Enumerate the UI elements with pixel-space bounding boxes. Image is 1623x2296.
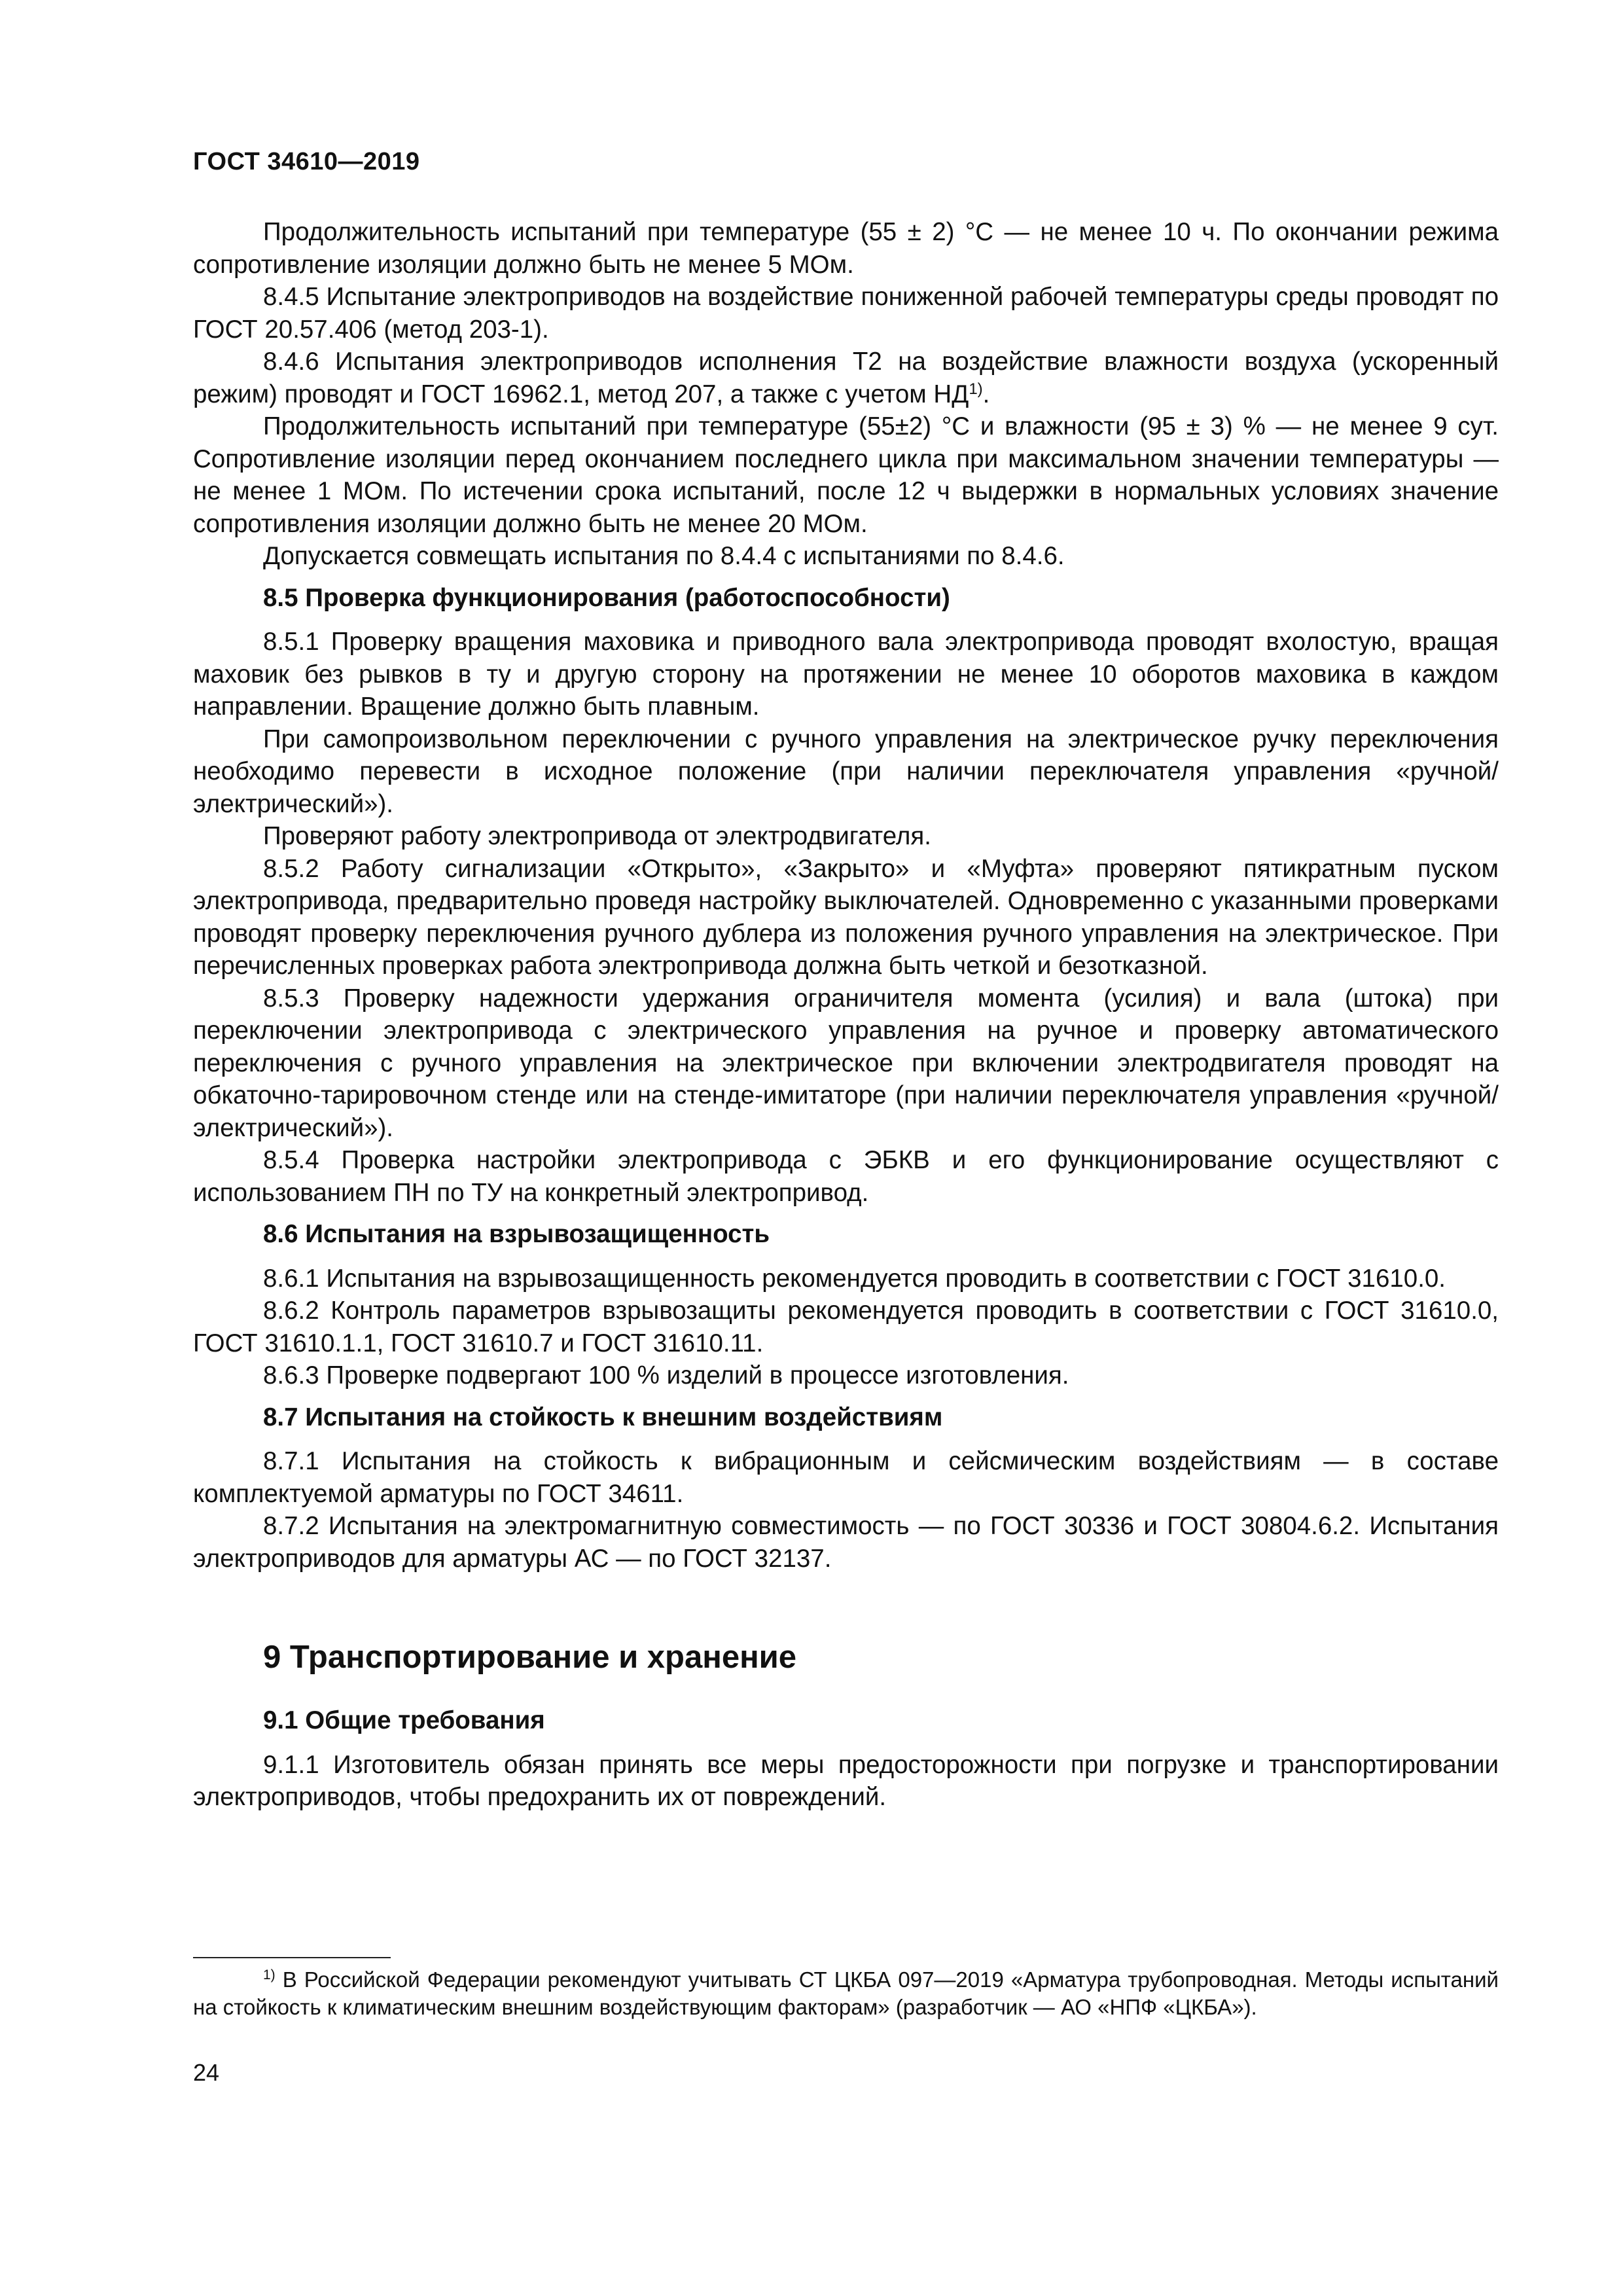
footnote-text xyxy=(193,1966,1499,2021)
section-heading-8-5: 8.5 Проверка функционирования (работоспособности) xyxy=(263,583,950,612)
paragraph: 9.1.1 Изготовитель обязан принять все меры предосторожности при погрузке и транспортировании электроприводов, чтобы предохранить их от повреждений. xyxy=(193,1750,1499,1811)
paragraph: 8.6.2 Контроль параметров взрывозащиты рекомендуется проводить в соответствии с ГОСТ 31610.0, ГОСТ 31610.1.1, ГОСТ 31610.7 и ГОСТ 31610.11. xyxy=(193,1297,1499,1357)
footnote xyxy=(193,1966,1499,2021)
paragraph: 8.7.1 Испытания на стойкость к вибрационным и сейсмическим воздействиям — в составе комплектуемой арматуры по ГОСТ 34611. xyxy=(193,1447,1499,1508)
paragraph: Проверяют работу электропривода от электродвигателя. xyxy=(263,822,931,850)
paragraph: Продолжительность испытаний при температуре (55 ± 2) °С — не менее 10 ч. По окончании режима сопротивление изоляции должно быть не менее 5 МОм. xyxy=(193,218,1499,279)
paragraph: 8.5.2 Работу сигнализации «Открыто», «Закрыто» и «Муфта» проверяют пятикратным пуском электропривода, предварительно проведя настройку выключателей. Одновременно с указанными проверками проводят проверку переключения ручного дублера из положения ручного управления на электрическое. При перечисленных проверках работа электропривода должна быть четкой и безотказной. xyxy=(193,854,1499,980)
footnote-marker: 1) xyxy=(263,1967,276,1982)
footnote-reference[interactable]: 1) xyxy=(969,380,983,398)
paragraph-end: . xyxy=(982,380,990,408)
section-heading-8-6: 8.6 Испытания на взрывозащищенность xyxy=(263,1220,770,1248)
paragraph: 8.5.3 Проверку надежности удержания ограничителя момента (усилия) и вала (штока) при переключении электропривода с электрического управления на ручное и проверку автоматического переключения с ручного управления на электрическое при включении электродвигателя проводят на обкаточно-тарировочном стенде или на стенде-имитаторе (при наличии переключателя управления «ручной/электрический»). xyxy=(193,984,1499,1142)
paragraph: Допускается совмещать испытания по 8.4.4 с испытаниями по 8.4.6. xyxy=(263,542,1065,570)
document-header: ГОСТ 34610—2019 xyxy=(193,148,420,175)
document-body xyxy=(193,216,1499,1814)
footnote-body: В Российской Федерации рекомендуют учитывать СТ ЦКБА 097—2019 «Арматура трубопроводная. Методы испытаний на стойкость к климатическим внешним воздействующим факторам» (разработчик — АО «НПФ «ЦКБА»). xyxy=(193,1967,1499,2019)
footnote-separator xyxy=(193,1957,391,1958)
paragraph xyxy=(193,346,1499,410)
paragraph: 8.6.1 Испытания на взрывозащищенность рекомендуется проводить в соответствии с ГОСТ 31610.0. xyxy=(263,1264,1446,1293)
paragraph: 8.4.5 Испытание электроприводов на воздействие пониженной рабочей температуры среды проводят по ГОСТ 20.57.406 (метод 203-1). xyxy=(193,283,1499,344)
paragraph: Продолжительность испытаний при температуре (55±2) °С и влажности (95 ± 3) % — не менее 9 сут. Сопротивление изоляции перед окончанием последнего цикла при максимальном значении температуры — не менее 1 МОм. По истечении срока испытаний, после 12 ч выдержки в нормальных условиях значение сопротивления изоляции должно быть не менее 20 МОм. xyxy=(193,412,1499,538)
paragraph-text: 8.4.6 Испытания электроприводов исполнения Т2 на воздействие влажности воздуха (ускоренный режим) проводят и ГОСТ 16962.1, метод 207, а также с учетом НД xyxy=(193,348,1499,408)
chapter-heading-9: 9 Транспортирование и хранение xyxy=(263,1640,797,1675)
section-heading-9-1: 9.1 Общие требования xyxy=(263,1706,545,1734)
section-heading-8-7: 8.7 Испытания на стойкость к внешним воздействиям xyxy=(263,1403,943,1431)
paragraph: 8.5.4 Проверка настройки электропривода с ЭБКВ и его функционирование осуществляют с использованием ПН по ТУ на конкретный электропривод. xyxy=(193,1146,1499,1207)
paragraph: 8.7.2 Испытания на электромагнитную совместимость — по ГОСТ 30336 и ГОСТ 30804.6.2. Испытания электроприводов для арматуры АС — по ГОСТ 32137. xyxy=(193,1512,1499,1573)
paragraph: При самопроизвольном переключении с ручного управления на электрическое ручку переключения необходимо перевести в исходное положение (при наличии переключателя управления «ручной/электрический»). xyxy=(193,725,1499,818)
page-number: 24 xyxy=(193,2059,220,2086)
paragraph: 8.6.3 Проверке подвергают 100 % изделий в процессе изготовления. xyxy=(263,1361,1069,1390)
paragraph: 8.5.1 Проверку вращения маховика и приводного вала электропривода проводят вхолостую, вращая маховик без рывков в ту и другую сторону на протяжении не менее 10 оборотов маховика в каждом направлении. Вращение должно быть плавным. xyxy=(193,628,1499,721)
